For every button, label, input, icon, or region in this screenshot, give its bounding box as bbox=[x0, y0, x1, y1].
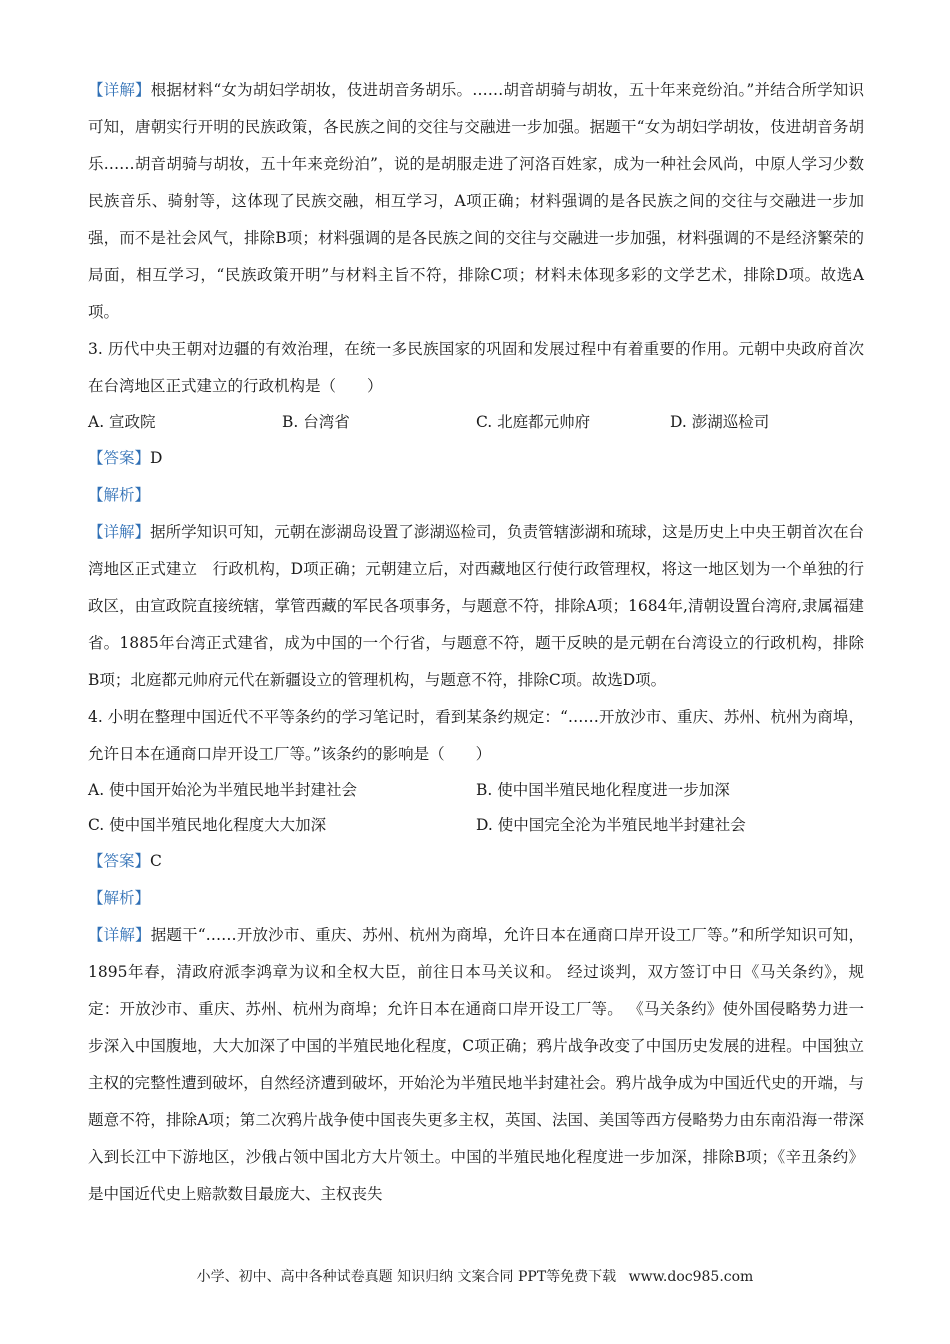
paragraph-text: 根据材料“女为胡妇学胡妆，伎进胡音务胡乐。……胡音胡骑与胡妆，五十年来竞纷泊。”并结合所学知识可知，唐朝实行开明的民族政策，各民族之间的交往与交融进一步加强。据题干“女为胡妇学胡妆，伎进胡音务胡乐……胡音胡骑与胡妆，五十年来竞纷泊”，说的是胡服走进了河洛百姓家，成为一种社会风尚，中原人学习少数民族音乐、骑射等，这体现了民族交融，相互学习，A项正确；材料强调的是各民族之间的交往与交融进一步加强，而不是社会风气，排除B项；材料强调的是各民族之间的交往与交融进一步加强，材料强调的不是经济繁荣的局面，相互学习，“民族政策开明”与材料主旨不符，排除C项；材料未体现多彩的文学艺术，排除D项。故选A项。 bbox=[88, 81, 864, 321]
paragraph bbox=[88, 917, 864, 1213]
paragraph bbox=[88, 843, 864, 880]
page-footer bbox=[0, 1266, 950, 1286]
options-row bbox=[88, 773, 864, 808]
option-item: A. 使中国开始沦为半殖民地半封建社会 bbox=[88, 781, 358, 799]
option-item: D. 使中国完全沦为半殖民地半封建社会 bbox=[476, 816, 746, 834]
section-tag: 【详解】 bbox=[88, 81, 151, 99]
paragraph bbox=[88, 440, 864, 477]
paragraph-text: 据题干“……开放沙市、重庆、苏州、杭州为商埠，允许日本在通商口岸开设工厂等。”和所学知识可知，1895年春，清政府派李鸿章为议和全权大臣，前往日本马关议和。 经过谈判，双方签订中日《马关条约》，规定：开放沙市、重庆、苏州、杭州为商埠；允许日本在通商口岸开设工厂等。 《马关条约》使外国侵略势力进一步深入中国腹地，大大加深了中国的半殖民地化程度，C项正确；鸦片战争改变了中国历史发展的进程。中国独立主权的完整性遭到破坏，自然经济遭到破坏，开始沦为半殖民地半封建社会。鸦片战争成为中国近代史的开端，与题意不符，排除A项；第二次鸦片战争使中国丧失更多主权，英国、法国、美国等西方侵略势力由东南沿海一带深入到长江中下游地区，沙俄占领中国北方大片领土。中国的半殖民地化程度进一步加深，排除B项；《辛丑条约》是中国近代史上赔款数目最庞大、主权丧失 bbox=[88, 926, 864, 1203]
paragraph-text: 3. 历代中央王朝对边疆的有效治理，在统一多民族国家的巩固和发展过程中有着重要的作用。元朝中央政府首次在台湾地区正式建立的行政机构是（ ） bbox=[88, 340, 864, 395]
paragraph bbox=[88, 477, 864, 514]
option-item: D. 澎湖巡检司 bbox=[670, 413, 770, 431]
option-item: B. 台湾省 bbox=[282, 413, 350, 431]
section-tag: 【答案】 bbox=[88, 449, 151, 467]
option-item: C. 北庭都元帅府 bbox=[476, 413, 591, 431]
section-tag: 【解析】 bbox=[88, 486, 151, 504]
paragraph bbox=[88, 880, 864, 917]
paragraph bbox=[88, 331, 864, 405]
footer-url: www.doc985.com bbox=[628, 1269, 754, 1285]
paragraph bbox=[88, 72, 864, 331]
paragraph-text: D bbox=[150, 449, 163, 467]
paragraph-text: C bbox=[150, 852, 162, 870]
paragraph-text: 据所学知识可知，元朝在澎湖岛设置了澎湖巡检司，负责管辖澎湖和琉球，这是历史上中央王朝首次在台湾地区正式建立 行政机构，D项正确；元朝建立后，对西藏地区行使行政管理权，将这一地区划为一个单独的行政区，由宣政院直接统辖，掌管西藏的军民各项事务，与题意不符，排除A项；1684年,清朝设置台湾府,隶属福建省。1885年台湾正式建省，成为中国的一个行省，与题意不符，题干反映的是元朝在台湾设立的行政机构，排除B项；北庭都元帅府元代在新疆设立的管理机构，与题意不符，排除C项。故选D项。 bbox=[88, 523, 864, 689]
footer-text: 小学、初中、高中各种试卷真题 知识归纳 文案合同 PPT等免费下载 bbox=[196, 1269, 617, 1285]
section-tag: 【详解】 bbox=[88, 523, 151, 541]
section-tag: 【详解】 bbox=[88, 926, 151, 944]
section-tag: 【答案】 bbox=[88, 852, 151, 870]
document-body bbox=[88, 72, 864, 1213]
options-row bbox=[88, 808, 864, 843]
paragraph bbox=[88, 514, 864, 699]
option-item: A. 宣政院 bbox=[88, 413, 156, 431]
options-row bbox=[88, 405, 864, 440]
paragraph bbox=[88, 699, 864, 773]
section-tag: 【解析】 bbox=[88, 889, 151, 907]
option-item: B. 使中国半殖民地化程度进一步加深 bbox=[476, 781, 730, 799]
option-item: C. 使中国半殖民地化程度大大加深 bbox=[88, 816, 327, 834]
paragraph-text: 4. 小明在整理中国近代不平等条约的学习笔记时，看到某条约规定：“……开放沙市、重庆、苏州、杭州为商埠，允许日本在通商口岸开设工厂等。”该条约的影响是（ ） bbox=[88, 708, 864, 763]
